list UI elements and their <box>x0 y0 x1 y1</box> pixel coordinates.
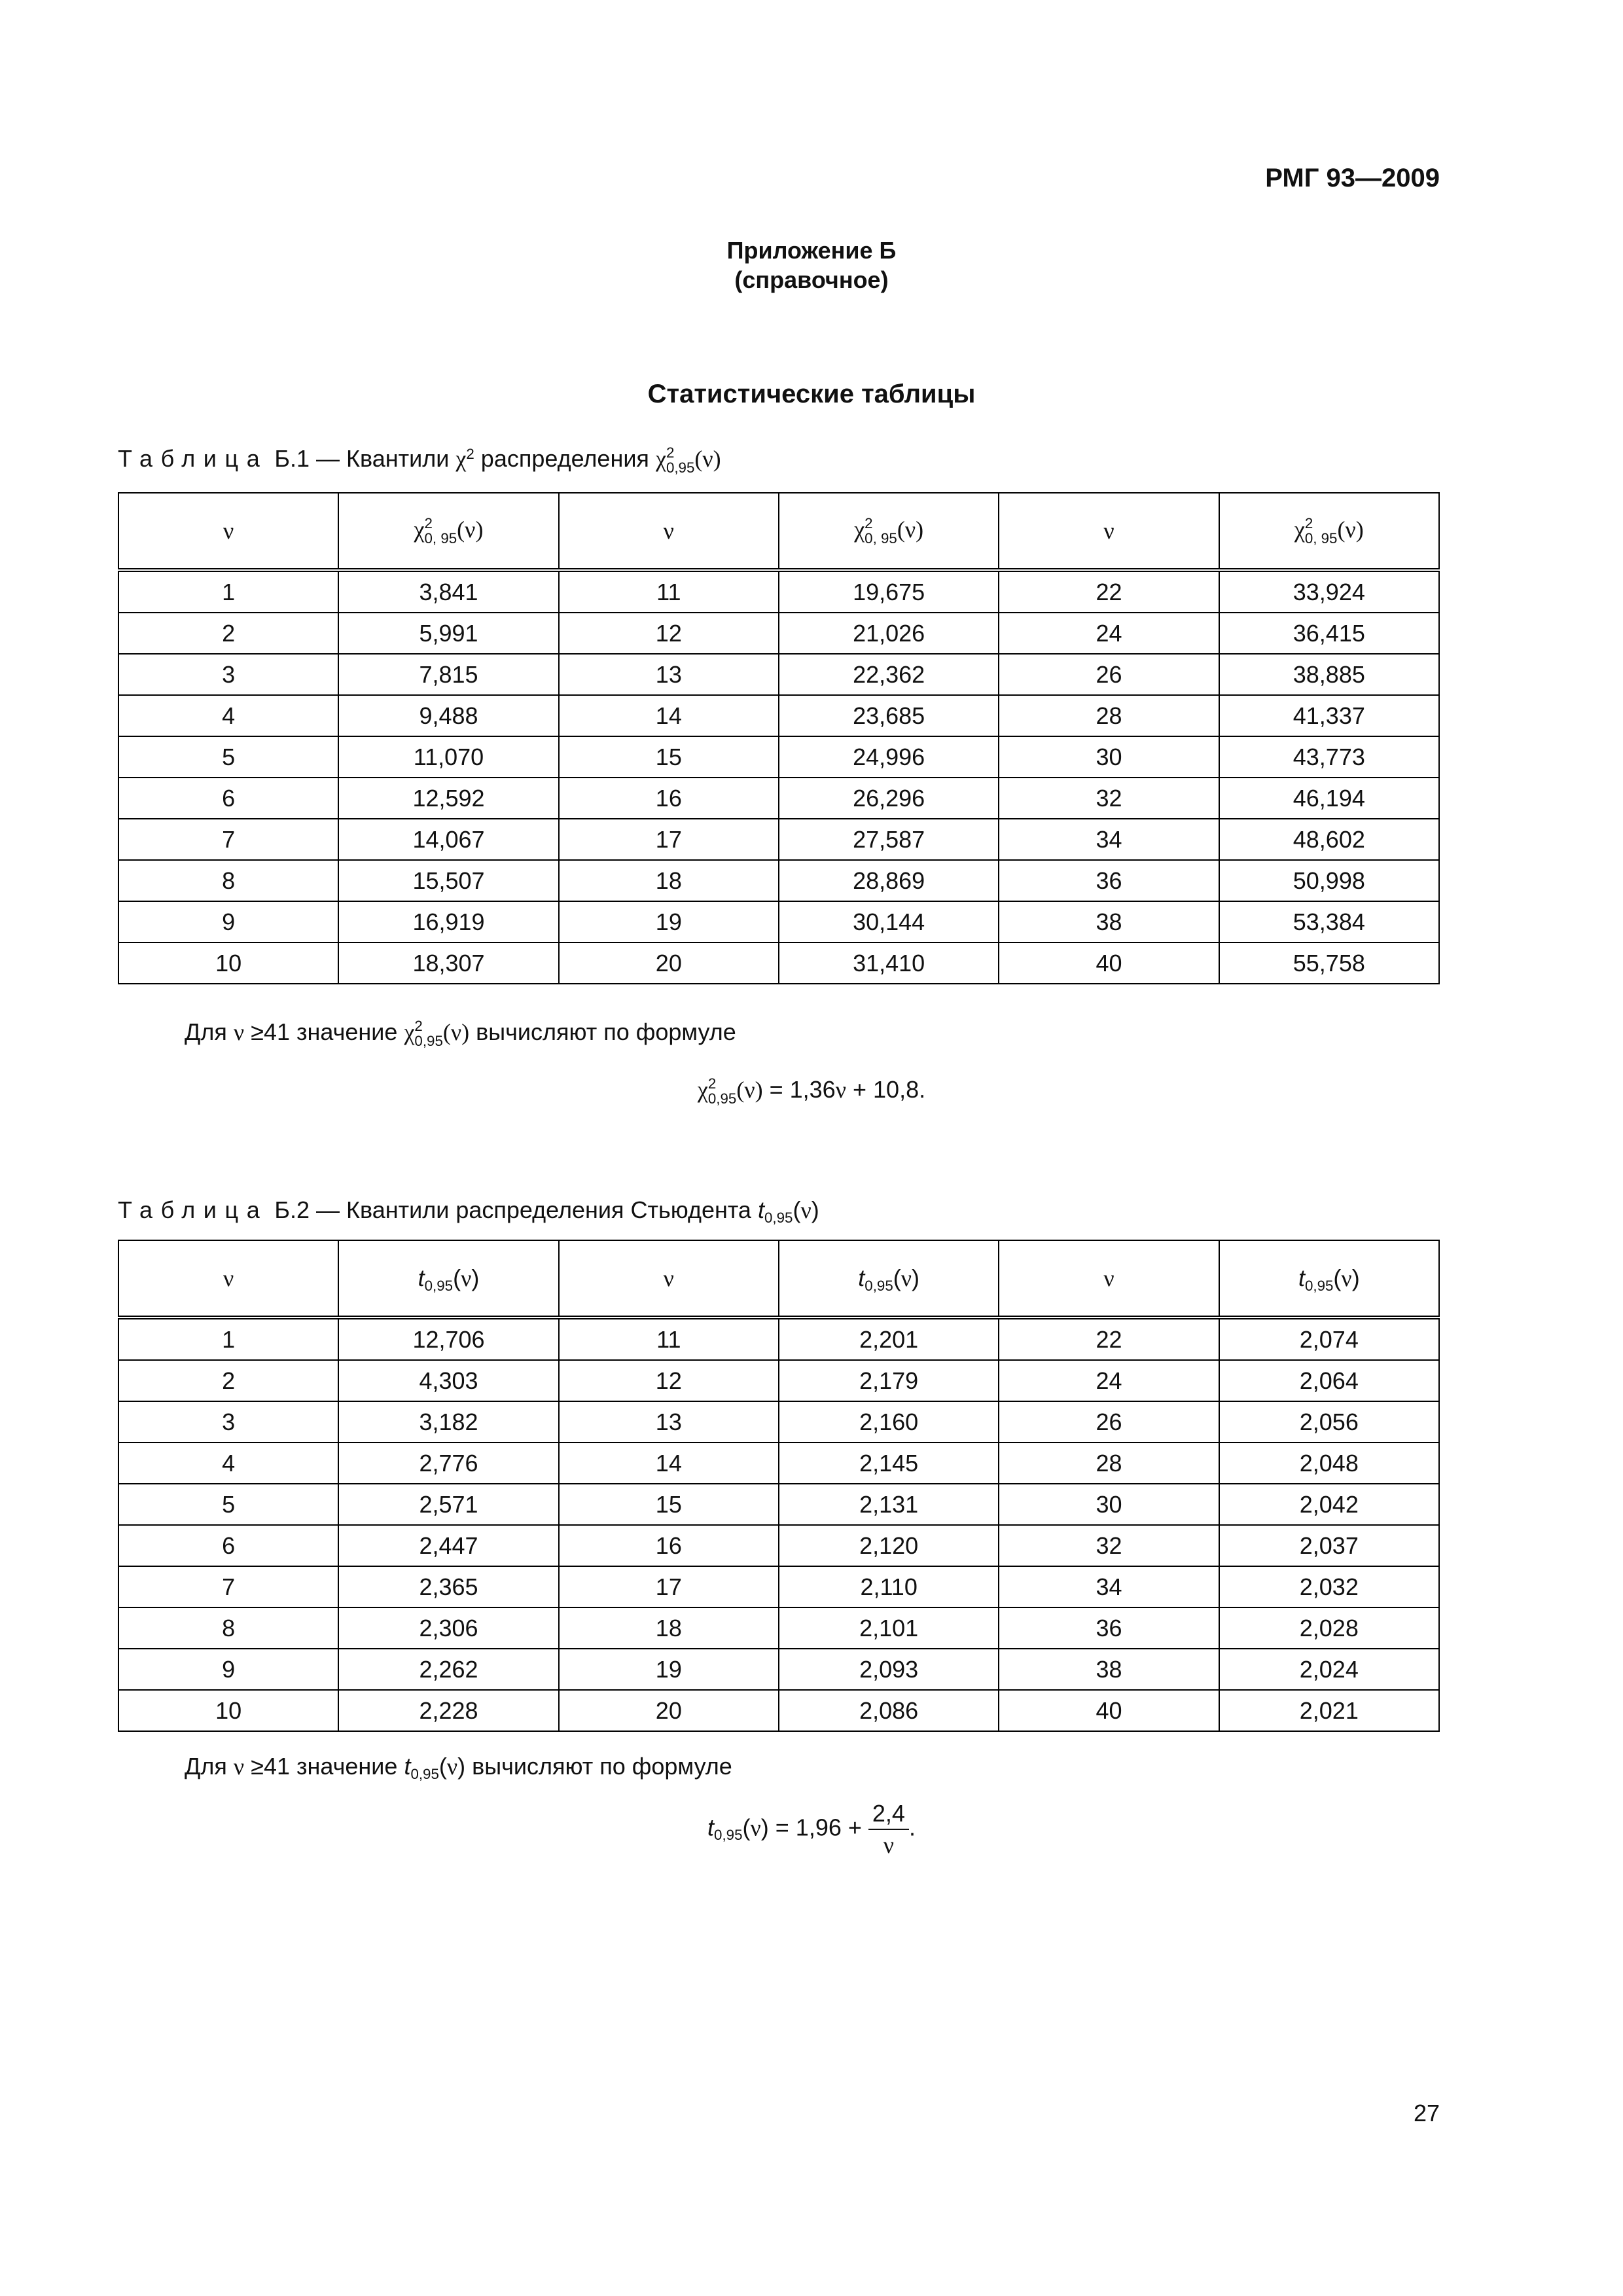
table-cell: 16 <box>559 778 779 819</box>
table-row <box>118 1607 1439 1649</box>
table-cell: 16,919 <box>338 901 558 942</box>
col-header-nu: ν <box>999 1240 1219 1318</box>
table-cell: 53,384 <box>1219 901 1439 942</box>
table-2 <box>118 1240 1440 1732</box>
table-cell: 2,064 <box>1219 1360 1439 1401</box>
table-header-row <box>118 493 1439 570</box>
col-header-chi: χ 2 0, 95 (ν) <box>338 493 558 570</box>
section-title: Статистические таблицы <box>647 380 976 408</box>
col-header-nu: ν <box>559 493 779 570</box>
table-cell: 3 <box>118 1401 338 1443</box>
table-cell: 15 <box>559 1484 779 1525</box>
table-cell: 5 <box>118 736 338 778</box>
table-cell: 28 <box>999 1443 1219 1484</box>
table-cell: 24 <box>999 613 1219 654</box>
table-cell: 2,201 <box>779 1318 999 1360</box>
table-cell: 9 <box>118 901 338 942</box>
table-cell: 38 <box>999 1649 1219 1690</box>
table-cell: 26,296 <box>779 778 999 819</box>
table-row <box>118 819 1439 860</box>
table-cell: 26 <box>999 654 1219 695</box>
table-cell: 16 <box>559 1525 779 1566</box>
table-cell: 2,086 <box>779 1690 999 1731</box>
document-code: РМГ 93—2009 <box>1265 164 1440 192</box>
table-cell: 34 <box>999 1566 1219 1607</box>
table-cell: 43,773 <box>1219 736 1439 778</box>
table-cell: 12,592 <box>338 778 558 819</box>
table-cell: 40 <box>999 942 1219 984</box>
table-cell: 18 <box>559 860 779 901</box>
table-cell: 30 <box>999 1484 1219 1525</box>
table-cell: 2,021 <box>1219 1690 1439 1731</box>
table-cell: 3,841 <box>338 570 558 613</box>
fraction: $\frac{2,4}{\nu}$ <box>868 1800 909 1859</box>
table-cell: 2,131 <box>779 1484 999 1525</box>
appendix-title: Приложение Б <box>726 237 897 264</box>
col-header-chi: χ 2 0, 95 (ν) <box>1219 493 1439 570</box>
table-cell: 27,587 <box>779 819 999 860</box>
caption-word: Таблица <box>118 1196 268 1223</box>
table-cell: 2,145 <box>779 1443 999 1484</box>
table-cell: 36 <box>999 860 1219 901</box>
table-1-caption: Таблица Б.1 — Квантили $\chi^2$ распределения χ 2 0,95 (ν) <box>118 444 721 476</box>
table-cell: 22,362 <box>779 654 999 695</box>
table-cell: 2,028 <box>1219 1607 1439 1649</box>
table-cell: 15,507 <box>338 860 558 901</box>
student-t-formula: t0,95(ν) = 1,96 + $\frac{2,4}{\nu}$ . <box>707 1800 916 1858</box>
t-quantile-symbol: t <box>757 1196 764 1223</box>
table-cell: 23,685 <box>779 695 999 736</box>
table-cell: 32 <box>999 778 1219 819</box>
table-cell: 14,067 <box>338 819 558 860</box>
table-cell: 2,262 <box>338 1649 558 1690</box>
table-cell: 19 <box>559 1649 779 1690</box>
table-1 <box>118 492 1440 984</box>
table-row <box>118 1649 1439 1690</box>
table-cell: 24,996 <box>779 736 999 778</box>
table-cell: 38,885 <box>1219 654 1439 695</box>
table-cell: 7 <box>118 1566 338 1607</box>
table-cell: 19,675 <box>779 570 999 613</box>
table-cell: 33,924 <box>1219 570 1439 613</box>
table-cell: 28 <box>999 695 1219 736</box>
table-cell: 12 <box>559 613 779 654</box>
table-cell: 17 <box>559 1566 779 1607</box>
table-cell: 2,447 <box>338 1525 558 1566</box>
table-cell: 12 <box>559 1360 779 1401</box>
table-row <box>118 942 1439 984</box>
table-row <box>118 1566 1439 1607</box>
table-cell: 1 <box>118 570 338 613</box>
page-number: 27 <box>1413 2100 1440 2126</box>
table-cell: 14 <box>559 695 779 736</box>
table-cell: 5 <box>118 1484 338 1525</box>
table-cell: 55,758 <box>1219 942 1439 984</box>
table-cell: 2 <box>118 613 338 654</box>
table-cell: 10 <box>118 942 338 984</box>
caption-text: Квантили распределения Стьюдента <box>346 1196 751 1223</box>
chi-square-formula: χ 2 0,95 (ν) = 1,36ν + 10,8. <box>697 1075 926 1107</box>
table-cell: 2,120 <box>779 1525 999 1566</box>
table-cell: 4 <box>118 695 338 736</box>
caption-word: Таблица <box>118 445 268 472</box>
table-cell: 4,303 <box>338 1360 558 1401</box>
table-header-row <box>118 1240 1439 1318</box>
table-cell: 36,415 <box>1219 613 1439 654</box>
table-row <box>118 695 1439 736</box>
table-cell: 7,815 <box>338 654 558 695</box>
table-cell: 40 <box>999 1690 1219 1731</box>
table-2-note: Для ν ≥41 значение t0,95(ν) вычисляют по формуле <box>185 1753 732 1782</box>
table-cell: 26 <box>999 1401 1219 1443</box>
table-cell: 2,056 <box>1219 1401 1439 1443</box>
table-cell: 22 <box>999 570 1219 613</box>
col-header-nu: ν <box>118 493 338 570</box>
chi-square-symbol: $\chi^2$ <box>455 445 474 472</box>
table-cell: 38 <box>999 901 1219 942</box>
col-header-nu: ν <box>559 1240 779 1318</box>
table-row <box>118 1318 1439 1360</box>
table-cell: 14 <box>559 1443 779 1484</box>
table-cell: 2,042 <box>1219 1484 1439 1525</box>
caption-text: распределения <box>480 445 649 472</box>
table-cell: 3,182 <box>338 1401 558 1443</box>
table-cell: 2,776 <box>338 1443 558 1484</box>
table-row <box>118 1484 1439 1525</box>
table-cell: 8 <box>118 860 338 901</box>
col-header-t: t0,95(ν) <box>779 1240 999 1318</box>
appendix-heading <box>0 236 1623 295</box>
table-cell: 9 <box>118 1649 338 1690</box>
table-cell: 2 <box>118 1360 338 1401</box>
table-cell: 34 <box>999 819 1219 860</box>
table-cell: 2,365 <box>338 1566 558 1607</box>
table-cell: 22 <box>999 1318 1219 1360</box>
table-cell: 13 <box>559 1401 779 1443</box>
table-cell: 30 <box>999 736 1219 778</box>
table-cell: 13 <box>559 654 779 695</box>
table-cell: 6 <box>118 1525 338 1566</box>
table-cell: 2,093 <box>779 1649 999 1690</box>
table-cell: 2,160 <box>779 1401 999 1443</box>
table-1-note: Для ν ≥41 значение χ 2 0,95 (ν) вычисляют по формуле <box>185 1018 736 1050</box>
table-cell: 2,037 <box>1219 1525 1439 1566</box>
appendix-subtitle: (справочное) <box>734 266 889 293</box>
table-cell: 24 <box>999 1360 1219 1401</box>
caption-number: Б.2 — <box>274 1196 340 1223</box>
table-cell: 9,488 <box>338 695 558 736</box>
table-row <box>118 654 1439 695</box>
table-cell: 18 <box>559 1607 779 1649</box>
table-row <box>118 778 1439 819</box>
table-cell: 18,307 <box>338 942 558 984</box>
table-cell: 20 <box>559 942 779 984</box>
table-cell: 2,032 <box>1219 1566 1439 1607</box>
table-row <box>118 613 1439 654</box>
table-cell: 2,074 <box>1219 1318 1439 1360</box>
col-header-t: t0,95(ν) <box>338 1240 558 1318</box>
col-header-nu: ν <box>118 1240 338 1318</box>
table-cell: 48,602 <box>1219 819 1439 860</box>
table-row <box>118 1443 1439 1484</box>
table-cell: 2,571 <box>338 1484 558 1525</box>
table-cell: 11 <box>559 570 779 613</box>
table-cell: 2,228 <box>338 1690 558 1731</box>
table-row <box>118 1690 1439 1731</box>
table-cell: 10 <box>118 1690 338 1731</box>
chi-quantile-symbol: χ <box>655 446 666 472</box>
table-cell: 28,869 <box>779 860 999 901</box>
col-header-chi: χ 2 0, 95 (ν) <box>779 493 999 570</box>
table-cell: 5,991 <box>338 613 558 654</box>
table-cell: 19 <box>559 901 779 942</box>
table-cell: 2,101 <box>779 1607 999 1649</box>
table-cell: 4 <box>118 1443 338 1484</box>
table-cell: 7 <box>118 819 338 860</box>
caption-number: Б.1 — <box>274 445 340 472</box>
table-cell: 46,194 <box>1219 778 1439 819</box>
table-row <box>118 1401 1439 1443</box>
col-header-nu: ν <box>999 493 1219 570</box>
table-cell: 11,070 <box>338 736 558 778</box>
table-cell: 2,110 <box>779 1566 999 1607</box>
table-cell: 2,024 <box>1219 1649 1439 1690</box>
table-cell: 36 <box>999 1607 1219 1649</box>
table-row <box>118 901 1439 942</box>
table-row <box>118 736 1439 778</box>
table-cell: 30,144 <box>779 901 999 942</box>
table-cell: 21,026 <box>779 613 999 654</box>
table-cell: 20 <box>559 1690 779 1731</box>
table-cell: 41,337 <box>1219 695 1439 736</box>
table-row <box>118 1360 1439 1401</box>
table-cell: 2,179 <box>779 1360 999 1401</box>
table-cell: 15 <box>559 736 779 778</box>
caption-text: Квантили <box>346 445 450 472</box>
table-cell: 2,306 <box>338 1607 558 1649</box>
table-cell: 6 <box>118 778 338 819</box>
table-cell: 17 <box>559 819 779 860</box>
col-header-t: t0,95(ν) <box>1219 1240 1439 1318</box>
table-cell: 31,410 <box>779 942 999 984</box>
table-cell: 8 <box>118 1607 338 1649</box>
table-cell: 12,706 <box>338 1318 558 1360</box>
chi-sub-sup: 2 0,95 <box>666 444 695 476</box>
table-cell: 1 <box>118 1318 338 1360</box>
table-cell: 11 <box>559 1318 779 1360</box>
table-cell: 32 <box>999 1525 1219 1566</box>
table-row <box>118 570 1439 613</box>
table-cell: 3 <box>118 654 338 695</box>
table-cell: 50,998 <box>1219 860 1439 901</box>
table-row <box>118 1525 1439 1566</box>
table-row <box>118 860 1439 901</box>
table-cell: 2,048 <box>1219 1443 1439 1484</box>
table-2-caption: Таблица Б.2 — Квантили распределения Стьюдента t0,95(ν) <box>118 1196 819 1226</box>
